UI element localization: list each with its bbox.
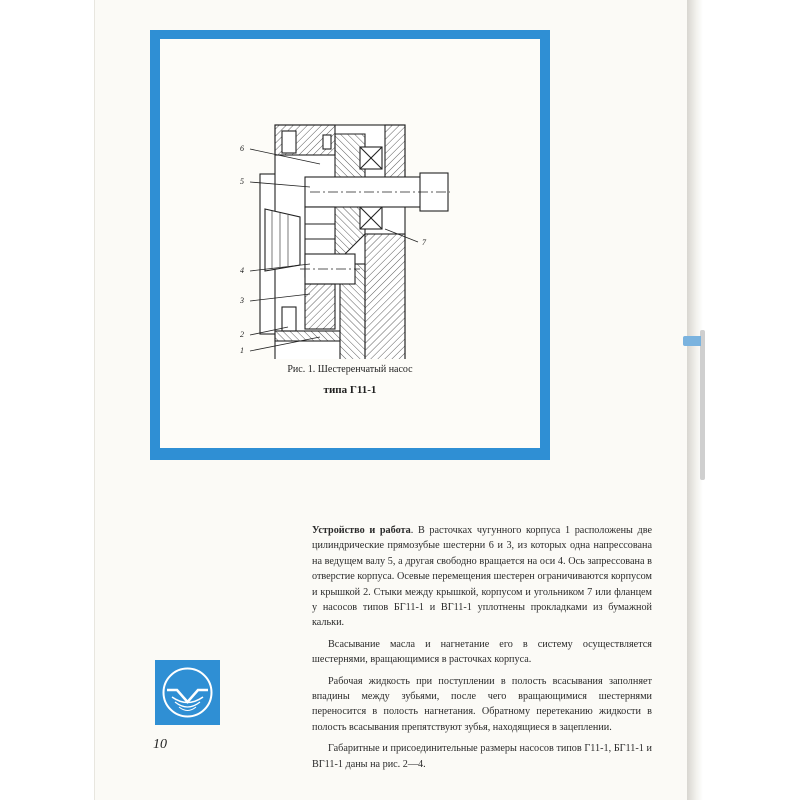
figure-label-2: 2 xyxy=(240,330,244,339)
paragraph-1-body: . В расточках чугунного корпуса 1 расположены две цилиндрические прямозубые шестерни 6 и 3, из которых одна напрессована на ведущем валу 5, а другая свободно вращается на оси 4. Ось запрессована в отверстие корпуса. Осевые перемещения шестерен ограничиваются корпусом и крышкой 2. Стыки между крышкой, корпусом и угольником 7 или фланцем у насосов типов БГ11-1 и ВГ11-1 уплотнены прокладками из бумажной кальки. xyxy=(312,525,652,629)
paragraph-3: Рабочая жидкость при поступлении в полость всасывания заполняет впадины между зубьями, после чего вращающимися шестернями переносится в полость нагнетания. Обратному перетеканию жидкости в полость всасывания препятствуют зубья, находящиеся в зацеплении. xyxy=(312,675,652,733)
logo-emblem-icon xyxy=(155,660,220,725)
section-heading: Устройство и работа xyxy=(312,525,411,536)
figure-label-3: 3 xyxy=(240,296,244,305)
caption-line-2: типа Г11-1 xyxy=(323,384,377,396)
paragraph-4: Габаритные и присоединительные размеры насосов типов Г11-1, БГ11-1 и ВГ11-1 даны на рис. 2—4. xyxy=(312,743,652,770)
page-number: 10 xyxy=(153,737,167,752)
paragraph-1 xyxy=(312,523,652,631)
figure-label-1: 1 xyxy=(240,346,244,355)
figure-label-5: 5 xyxy=(240,177,244,186)
caption-line-1: Рис. 1. Шестеренчатый насос xyxy=(287,364,413,375)
figure-label-7: 7 xyxy=(422,238,426,247)
figure-caption xyxy=(160,364,540,396)
pump-cross-section-drawing xyxy=(160,39,540,359)
paragraph-2: Всасывание масла и нагнетание его в систему осуществляется шестернями, вращающимися в расточках корпуса. xyxy=(312,638,652,666)
figure-label-6: 6 xyxy=(240,144,244,153)
scroll-handle[interactable] xyxy=(683,336,701,346)
scrollbar[interactable] xyxy=(700,330,705,480)
body-text xyxy=(312,523,652,778)
figure-label-4: 4 xyxy=(240,266,244,275)
publisher-logo xyxy=(155,660,220,725)
